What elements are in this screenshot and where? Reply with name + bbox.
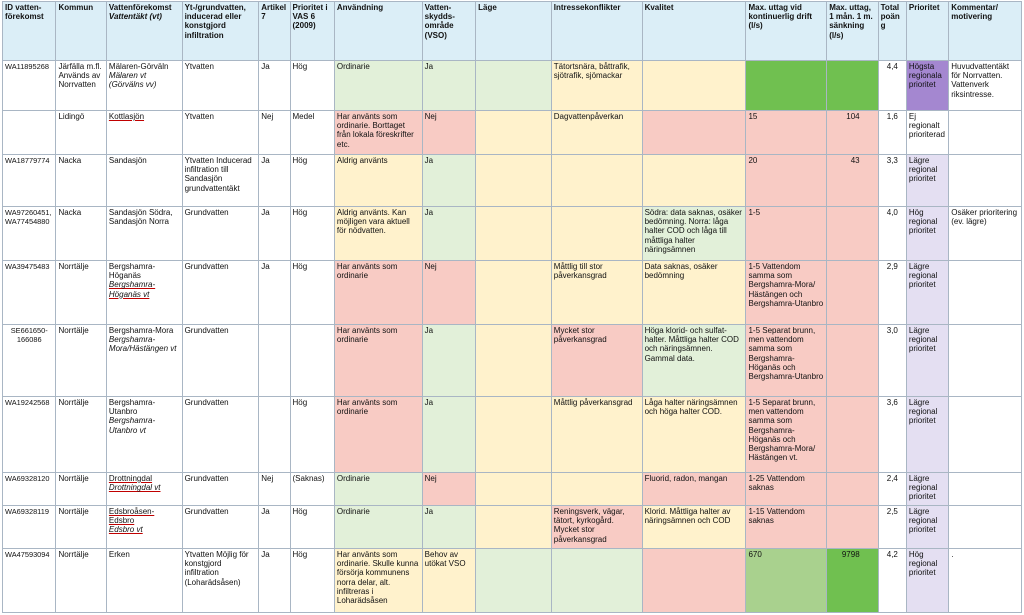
cell-lage [476,207,552,261]
cell-max-drift: 1-25 Vattendom saknas [746,473,827,506]
cell-prioritet: Lägre regional prioritet [906,155,948,207]
cell-total: 3,3 [878,155,906,207]
cell-vso: Nej [422,261,475,325]
cell-artikel: Nej [259,473,290,506]
cell-typ: Grundvatten [182,261,259,325]
cell-anvandning: Har använts som ordinarie. Skulle kunna försörja kommunens norra delar, alt. infiltreras i Loharädsåsen [334,549,422,613]
cell-prioritet-vas: Hög [290,61,334,111]
cell-id: WA47593094 [3,549,56,613]
vf-sub: Edsbro vt [108,525,143,535]
header-id: ID vatten-förekomst [3,2,56,61]
cell-prioritet-vas: Hög [290,261,334,325]
cell-intressekonflikter: Måttlig till stor påverkansgrad [551,261,642,325]
cell-prioritet: Hög regional prioritet [906,549,948,613]
cell-anvandning: Har använts som ordinarie. Borttaget från lokala föreskrifter etc. [334,111,422,155]
cell-typ: Ytvatten Möjlig för konstgjord infiltration (Loharädsåsen) [182,549,259,613]
cell-max-sankning: 43 [827,155,878,207]
cell-artikel: Ja [259,207,290,261]
cell-max-sankning [827,473,878,506]
cell-vattenforekomst [106,111,182,155]
cell-vso: Ja [422,61,475,111]
cell-id: WA19242568 [3,397,56,473]
cell-lage [476,261,552,325]
cell-max-drift: 1-5 Separat brunn, men vattendom samma som Bergshamra-Höganäs och Bergshamra-Utanbro [746,325,827,397]
cell-anvandning: Aldrig använts. Kan möjligen vara aktuell för nödvatten. [334,207,422,261]
cell-anvandning: Ordinarie [334,473,422,506]
table-row [3,207,1022,261]
cell-artikel: Ja [259,261,290,325]
cell-intressekonflikter [551,473,642,506]
vf-main: Sandasjön [108,156,147,165]
cell-kvalitet [642,155,746,207]
cell-kommun: Lidingö [56,111,106,155]
cell-max-sankning: 104 [827,111,878,155]
cell-total: 2,9 [878,261,906,325]
cell-artikel: Nej [259,111,290,155]
header-typ: Yt-/grundvatten, inducerad eller konstgjord infiltration [182,2,259,61]
cell-prioritet-vas: Hög [290,207,334,261]
vf-sub: Bergshamra-Utanbro vt [108,416,156,435]
cell-kvalitet: Södra: data saknas, osäker bedömning. Norra: låga halter COD och låga till måttliga halter näringsämnen [642,207,746,261]
header-kvalitet: Kvalitet [642,2,746,61]
table-row [3,506,1022,549]
cell-kvalitet: Data saknas, osäker bedömning [642,261,746,325]
cell-typ: Ytvatten [182,111,259,155]
cell-typ: Grundvatten [182,506,259,549]
cell-kommun: Norrtälje [56,506,106,549]
cell-anvandning: Ordinarie [334,61,422,111]
cell-max-sankning [827,397,878,473]
cell-lage [476,325,552,397]
cell-kommun: Järfälla m.fl. Används av Norrvatten [56,61,106,111]
cell-total: 3,0 [878,325,906,397]
cell-prioritet: Högsta regionala prioritet [906,61,948,111]
cell-kommun: Nacka [56,207,106,261]
cell-prioritet-vas: (Saknas) [290,473,334,506]
cell-lage [476,61,552,111]
cell-kvalitet: Höga klorid- och sulfat-halter. Måttliga halter COD och näringsämnen. Gammal data. [642,325,746,397]
cell-intressekonflikter [551,207,642,261]
cell-anvandning: Har använts som ordinarie [334,397,422,473]
cell-vso: Ja [422,207,475,261]
table-row [3,549,1022,613]
cell-typ: Grundvatten [182,473,259,506]
cell-id: WA69328120 [3,473,56,506]
cell-max-drift: 670 [746,549,827,613]
cell-kvalitet: Klorid. Måttliga halter av näringsämnen och COD [642,506,746,549]
header-prioritet-vas: Prioritet i VAS 6 (2009) [290,2,334,61]
table-row [3,155,1022,207]
cell-max-drift: 20 [746,155,827,207]
header-kommentar: Kommentar/ motivering [949,2,1022,61]
header-vattenforekomst [106,2,182,61]
cell-prioritet: Lägre regional prioritet [906,473,948,506]
cell-intressekonflikter: Tätortsnära, båttrafik, sjötrafik, sjömackar [551,61,642,111]
vf-main: Bergshamra-Mora [108,326,174,335]
cell-prioritet: Lägre regional prioritet [906,397,948,473]
cell-total: 4,4 [878,61,906,111]
cell-typ: Grundvatten [182,325,259,397]
table-row [3,473,1022,506]
cell-max-sankning [827,61,878,111]
header-vf-sub: Vattentäkt (vt) [108,12,162,22]
cell-id [3,111,56,155]
cell-prioritet-vas: Hög [290,506,334,549]
vf-main: Bergshamra-Höganäs [108,262,156,281]
cell-id: WA11895268 [3,61,56,111]
cell-vattenforekomst [106,397,182,473]
cell-typ: Ytvatten Inducerad infiltration till Sandasjön grundvattentäkt [182,155,259,207]
cell-max-sankning: 9798 [827,549,878,613]
cell-lage [476,111,552,155]
cell-max-sankning [827,261,878,325]
cell-max-drift [746,61,827,111]
table-row [3,325,1022,397]
vf-main: Sandasjön Södra, Sandasjön Norra [108,208,173,227]
cell-intressekonflikter [551,155,642,207]
header-row [3,2,1022,61]
cell-total: 1,6 [878,111,906,155]
cell-max-sankning [827,325,878,397]
header-vf-main: Vattenförekomst [108,3,172,12]
cell-prioritet: Ej regionalt prioriterad [906,111,948,155]
cell-prioritet-vas: Hög [290,549,334,613]
cell-intressekonflikter: Måttlig påverkansgrad [551,397,642,473]
cell-prioritet: Lägre regional prioritet [906,325,948,397]
cell-artikel: Ja [259,549,290,613]
cell-typ: Grundvatten [182,207,259,261]
cell-kommentar [949,261,1022,325]
header-intressekonflikter: Intressekonflikter [551,2,642,61]
cell-artikel: Ja [259,155,290,207]
cell-typ: Grundvatten [182,397,259,473]
cell-kommentar: Huvudvattentäkt för Norrvatten. Vattenverk riksintresse. [949,61,1022,111]
cell-max-drift: 1-5 Vattendom samma som Bergshamra-Mora/ Hästängen och Bergshamra-Utanbro [746,261,827,325]
cell-intressekonflikter: Reningsverk, vägar, tätort, kyrkogård. Mycket stor påverkansgrad [551,506,642,549]
cell-max-drift: 15 [746,111,827,155]
cell-vso: Ja [422,325,475,397]
vf-sub: Bergshamra-Mora/Hästängen vt [108,335,177,354]
cell-anvandning: Har använts som ordinarie [334,261,422,325]
cell-vso: Behov av utökat VSO [422,549,475,613]
header-artikel: Artikel 7 [259,2,290,61]
cell-vattenforekomst [106,207,182,261]
cell-vattenforekomst [106,155,182,207]
cell-kommentar [949,155,1022,207]
cell-artikel: Ja [259,506,290,549]
cell-total: 4,0 [878,207,906,261]
cell-kvalitet [642,549,746,613]
cell-prioritet: Lägre regional prioritet [906,261,948,325]
vf-main: Erken [108,550,130,559]
vf-main: Edsbroåsen-Edsbro [108,507,155,526]
header-kommun: Kommun [56,2,106,61]
cell-kvalitet [642,111,746,155]
cell-lage [476,549,552,613]
cell-id: WA39475483 [3,261,56,325]
cell-prioritet: Lägre regional prioritet [906,506,948,549]
cell-kommentar: . [949,549,1022,613]
cell-kommentar [949,111,1022,155]
cell-typ: Ytvatten [182,61,259,111]
cell-max-drift: 1-15 Vattendom saknas [746,506,827,549]
cell-max-drift: 1-5 Separat brunn, men vattendom samma som Bergshamra-Höganäs och Bergshamra-Mora/ Hästängen vt. [746,397,827,473]
cell-kommun: Norrtälje [56,549,106,613]
cell-artikel [259,325,290,397]
vf-sub: Drottningdal vt [108,483,161,493]
header-lage: Läge [476,2,552,61]
cell-vattenforekomst [106,506,182,549]
table-row [3,111,1022,155]
cell-vso: Ja [422,506,475,549]
cell-max-sankning [827,506,878,549]
header-anvandning: Användning [334,2,422,61]
table-row [3,397,1022,473]
cell-prioritet-vas: Hög [290,155,334,207]
cell-id: WA97260451, WA77454880 [3,207,56,261]
cell-kvalitet: Låga halter näringsämnen och höga halter COD. [642,397,746,473]
cell-intressekonflikter [551,549,642,613]
cell-lage [476,397,552,473]
vf-sub: Mälaren vt (Görvälns vv) [108,71,157,90]
cell-prioritet: Hög regional prioritet [906,207,948,261]
cell-kommentar [949,506,1022,549]
cell-vattenforekomst [106,325,182,397]
cell-lage [476,506,552,549]
cell-kommun: Norrtälje [56,397,106,473]
cell-id: SE661650-166086 [3,325,56,397]
cell-lage [476,155,552,207]
cell-max-sankning [827,207,878,261]
cell-kommentar [949,473,1022,506]
cell-total: 2,4 [878,473,906,506]
vf-sub: Bergshamra-Höganäs vt [108,280,156,299]
cell-intressekonflikter: Dagvattenpåverkan [551,111,642,155]
cell-anvandning: Har använts som ordinarie [334,325,422,397]
table-row [3,61,1022,111]
cell-kommentar [949,325,1022,397]
cell-artikel: Ja [259,61,290,111]
header-max-drift: Max. uttag vid kontinuerlig drift (l/s) [746,2,827,61]
cell-vattenforekomst [106,261,182,325]
cell-vso: Ja [422,155,475,207]
cell-total: 4,2 [878,549,906,613]
cell-id: WA69328119 [3,506,56,549]
cell-kommun: Norrtälje [56,325,106,397]
cell-kommun: Norrtälje [56,261,106,325]
cell-intressekonflikter: Mycket stor påverkansgrad [551,325,642,397]
cell-vso: Nej [422,111,475,155]
cell-kommun: Norrtälje [56,473,106,506]
cell-anvandning: Aldrig använts [334,155,422,207]
header-vso: Vatten-skydds-område (VSO) [422,2,475,61]
cell-lage [476,473,552,506]
cell-vattenforekomst [106,549,182,613]
cell-id: WA18779774 [3,155,56,207]
page [2,1,1022,613]
vf-main: Kottlasjön [108,112,145,121]
cell-total: 2,5 [878,506,906,549]
vf-main: Drottningdal [108,474,153,483]
cell-kommentar [949,397,1022,473]
cell-artikel [259,397,290,473]
cell-max-drift: 1-5 [746,207,827,261]
cell-kvalitet [642,61,746,111]
cell-kvalitet: Fluorid, radon, mangan [642,473,746,506]
cell-prioritet-vas: Hög [290,397,334,473]
cell-prioritet-vas [290,325,334,397]
cell-vattenforekomst [106,473,182,506]
header-prioritet: Prioritet [906,2,948,61]
cell-vso: Nej [422,473,475,506]
table-row [3,261,1022,325]
cell-anvandning: Ordinarie [334,506,422,549]
header-max-sankning: Max. uttag, 1 mån. 1 m. sänkning (l/s) [827,2,878,61]
vf-main: Mälaren-Görväln [108,62,169,71]
vf-main: Bergshamra-Utanbro [108,398,156,417]
cell-vso: Ja [422,397,475,473]
cell-total: 3,6 [878,397,906,473]
cell-kommentar: Osäker prioritering (ev. lägre) [949,207,1022,261]
cell-vattenforekomst [106,61,182,111]
cell-prioritet-vas: Medel [290,111,334,155]
cell-kommun: Nacka [56,155,106,207]
water-source-table [2,1,1022,613]
header-total: Total poäng [878,2,906,61]
